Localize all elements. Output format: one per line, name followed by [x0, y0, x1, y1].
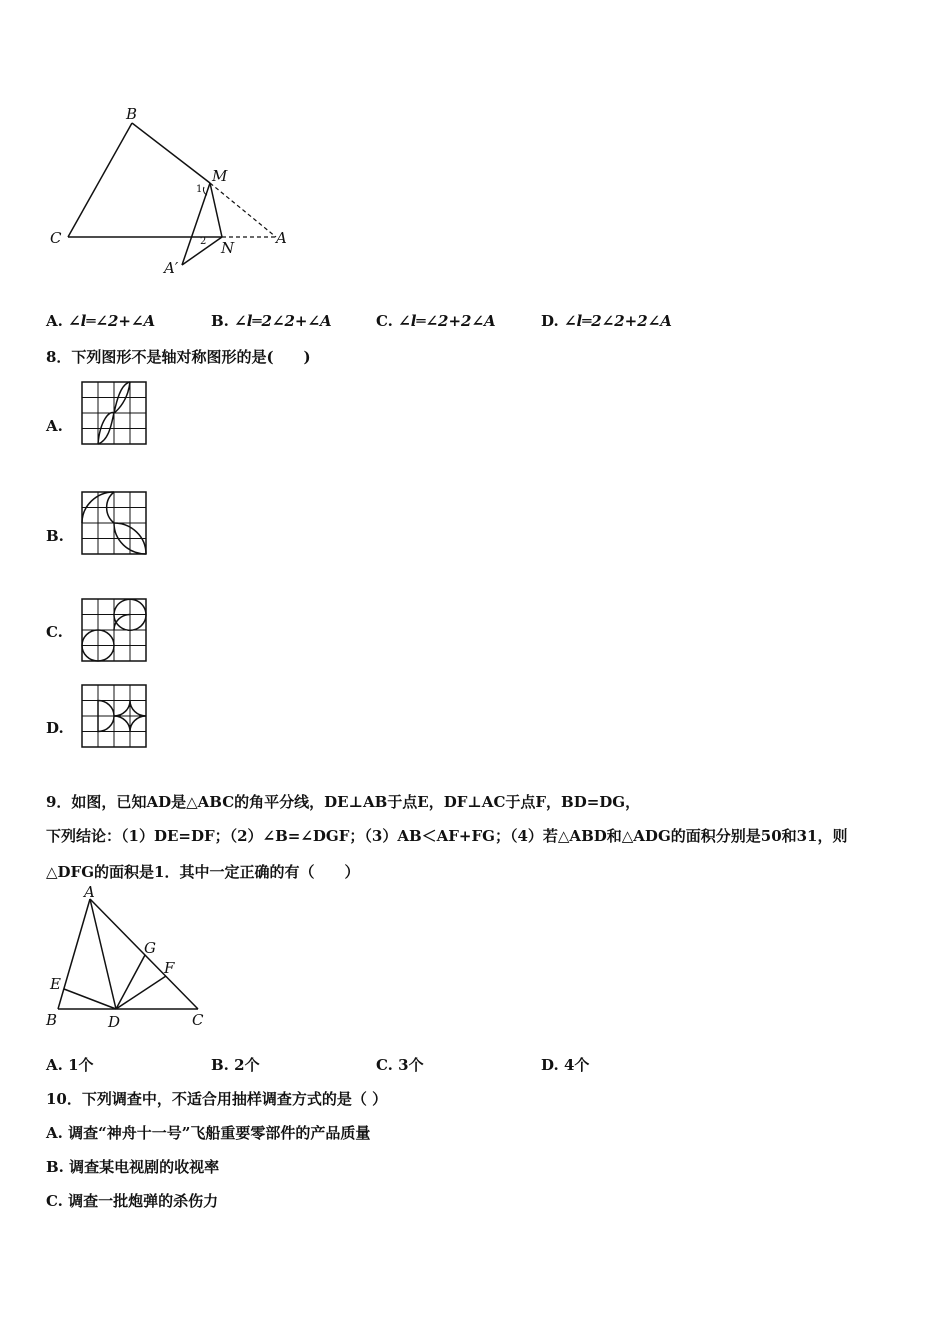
q7-angle-2: 2 — [200, 236, 207, 247]
q9-label-B: B — [46, 1011, 58, 1029]
q9-figure — [40, 885, 220, 1035]
q10-question: 10．下列调查中，不适合用抽样调查方式的是（ ） — [46, 1090, 388, 1108]
q9-label-F: F — [164, 959, 175, 977]
q7-option-a[interactable]: A. ∠l═∠2+∠A — [46, 312, 156, 330]
q8-option-a-label[interactable]: A. — [46, 417, 63, 435]
q9-option-c[interactable]: C. 3个 — [376, 1056, 424, 1074]
q8-option-b-label[interactable]: B. — [46, 527, 64, 545]
q8-option-d-label[interactable]: D. — [46, 719, 64, 737]
q7-angle-1: 1 — [196, 184, 203, 195]
q8-option-c-label[interactable]: C. — [46, 623, 63, 641]
q9-label-C: C — [192, 1011, 204, 1029]
q7-label-N: N — [221, 239, 235, 257]
q9-line-3: △DFG的面积是1．其中一定正确的有（ ） — [46, 863, 360, 881]
q7-option-d[interactable]: D. ∠l═2∠2+2∠A — [541, 312, 672, 330]
q7-option-b[interactable]: B. ∠l═2∠2+∠A — [211, 312, 332, 330]
q9-label-G: G — [144, 939, 156, 957]
q7-option-c[interactable]: C. ∠l═∠2+2∠A — [376, 312, 496, 330]
q7-figure — [40, 95, 310, 285]
q8-figure-d[interactable] — [80, 683, 148, 749]
q9-line-2: 下列结论：（1）DE=DF；（2）∠B=∠DGF；（3）AB＜AF+FG；（4）若△ABD和△ADG的面积分别是50和31，则 — [46, 827, 848, 845]
q9-option-b[interactable]: B. 2个 — [211, 1056, 260, 1074]
q8-figure-b[interactable] — [80, 490, 148, 556]
q10-option-a[interactable]: A. 调查“神舟十一号”飞船重要零部件的产品质量 — [46, 1124, 371, 1142]
q7-label-A-prime: A′ — [164, 259, 179, 277]
q7-label-B: B — [126, 105, 138, 123]
q10-option-c[interactable]: C. 调查一批炮弹的杀伤力 — [46, 1192, 219, 1210]
q9-label-D: D — [108, 1013, 121, 1031]
q10-option-b[interactable]: B. 调查某电视剧的收视率 — [46, 1158, 220, 1176]
q9-label-E: E — [50, 975, 61, 993]
q7-label-M: M — [212, 167, 228, 185]
q9-label-A: A — [84, 885, 95, 901]
q9-option-a[interactable]: A. 1个 — [46, 1056, 94, 1074]
q8-figure-c[interactable] — [80, 597, 148, 663]
q9-option-d[interactable]: D. 4个 — [541, 1056, 590, 1074]
q7-label-C: C — [50, 229, 62, 247]
q8-question: 8．下列图形不是轴对称图形的是( ) — [46, 348, 311, 366]
q7-label-A: A — [276, 229, 287, 247]
q8-figure-a[interactable] — [80, 380, 148, 446]
q9-line-1: 9．如图，已知AD是△ABC的角平分线，DE⊥AB于点E，DF⊥AC于点F，BD=DG， — [46, 793, 641, 811]
